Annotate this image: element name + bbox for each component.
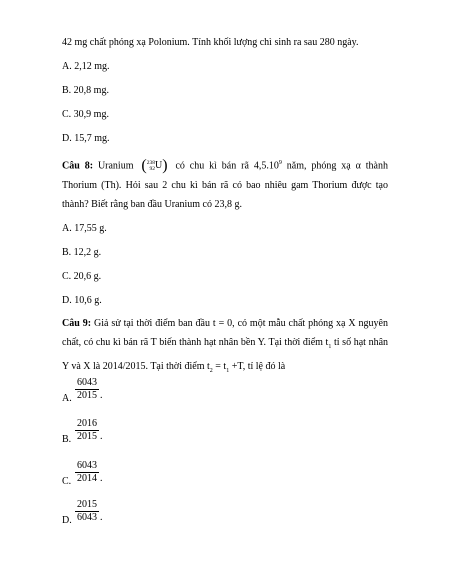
q8-option-b: B. 12,2 g.: [62, 247, 102, 258]
option-label: C.: [62, 476, 72, 487]
option-label: A.: [62, 393, 72, 404]
denominator: 2014: [77, 473, 97, 484]
question-8: [62, 154, 388, 214]
question-8-exponent: 9: [278, 160, 282, 166]
question-9-text4: +T, tỉ lệ đó là: [231, 361, 286, 372]
option-end: .: [100, 431, 103, 442]
q7-option-a: A. 2,12 mg.: [62, 61, 110, 72]
question-9: [62, 314, 388, 381]
iso-symbol: U: [154, 160, 163, 172]
q7-option-d: D. 15,7 mg.: [62, 133, 110, 144]
q9-option-a: [62, 374, 122, 404]
q9-option-b: [62, 415, 122, 445]
q9-option-c: [62, 457, 122, 487]
question-9-text1: Giả sử tại thời điểm ban đầu t = 0, có một mẫu chất phóng xạ X nguyên chất, có chu kì bán rã T biến thành hạt nhân bền Y. Tại thời điểm t: [62, 318, 388, 348]
numerator: 2016: [77, 418, 97, 429]
option-label: D.: [62, 515, 72, 526]
option-end: .: [100, 512, 103, 523]
numerator: 2015: [77, 499, 97, 510]
intro-line: 42 mg chất phóng xạ Polonium. Tính khối lượng chì sinh ra sau 280 ngày.: [62, 37, 359, 48]
question-9-sub1: 1: [328, 344, 332, 350]
fraction: [75, 377, 99, 402]
question-9-label: Câu 9:: [62, 318, 92, 329]
q7-option-c: C. 30,9 mg.: [62, 109, 109, 120]
q8-option-c: C. 20,6 g.: [62, 271, 102, 282]
option-end: .: [100, 390, 103, 401]
q9-option-d: [62, 496, 122, 526]
q8-option-a: A. 17,55 g.: [62, 223, 107, 234]
fraction: [75, 499, 99, 524]
question-8-text2: năm, phóng xạ α thành Thorium (Th). Hỏi sau 2 chu kì bán rã có bao nhiêu gam Thorium được tạo thành? Biết rằng ban đầu Uranium có 23,8 g.: [62, 160, 388, 210]
uranium-nuclide: (238 92U): [141, 157, 168, 175]
question-8-text1: có chu kì bán rã 4,5.10: [175, 160, 279, 172]
denominator: 2015: [77, 431, 97, 442]
question-9-sub3: 1: [226, 368, 230, 374]
denominator: 6043: [77, 512, 97, 523]
question-9-text3: = t: [215, 361, 227, 372]
denominator: 2015: [77, 390, 97, 401]
question-9-text2: tỉ số hạt nhân Y và X là 2014/2015. Tại thời điểm t: [62, 337, 389, 372]
q7-option-b: B. 20,8 mg.: [62, 85, 109, 96]
fraction: [75, 460, 99, 485]
iso-number: 92: [149, 166, 155, 173]
option-label: B.: [62, 434, 72, 445]
q8-option-d: D. 10,6 g.: [62, 295, 102, 306]
numerator: 6043: [77, 377, 97, 388]
numerator: 6043: [77, 460, 97, 471]
iso-mass: 238: [146, 160, 155, 167]
option-end: .: [100, 473, 103, 484]
question-8-label: Câu 8:: [62, 160, 94, 172]
fraction: [75, 418, 99, 443]
question-9-sub2: 2: [209, 368, 213, 374]
question-8-word: Uranium: [97, 160, 134, 172]
